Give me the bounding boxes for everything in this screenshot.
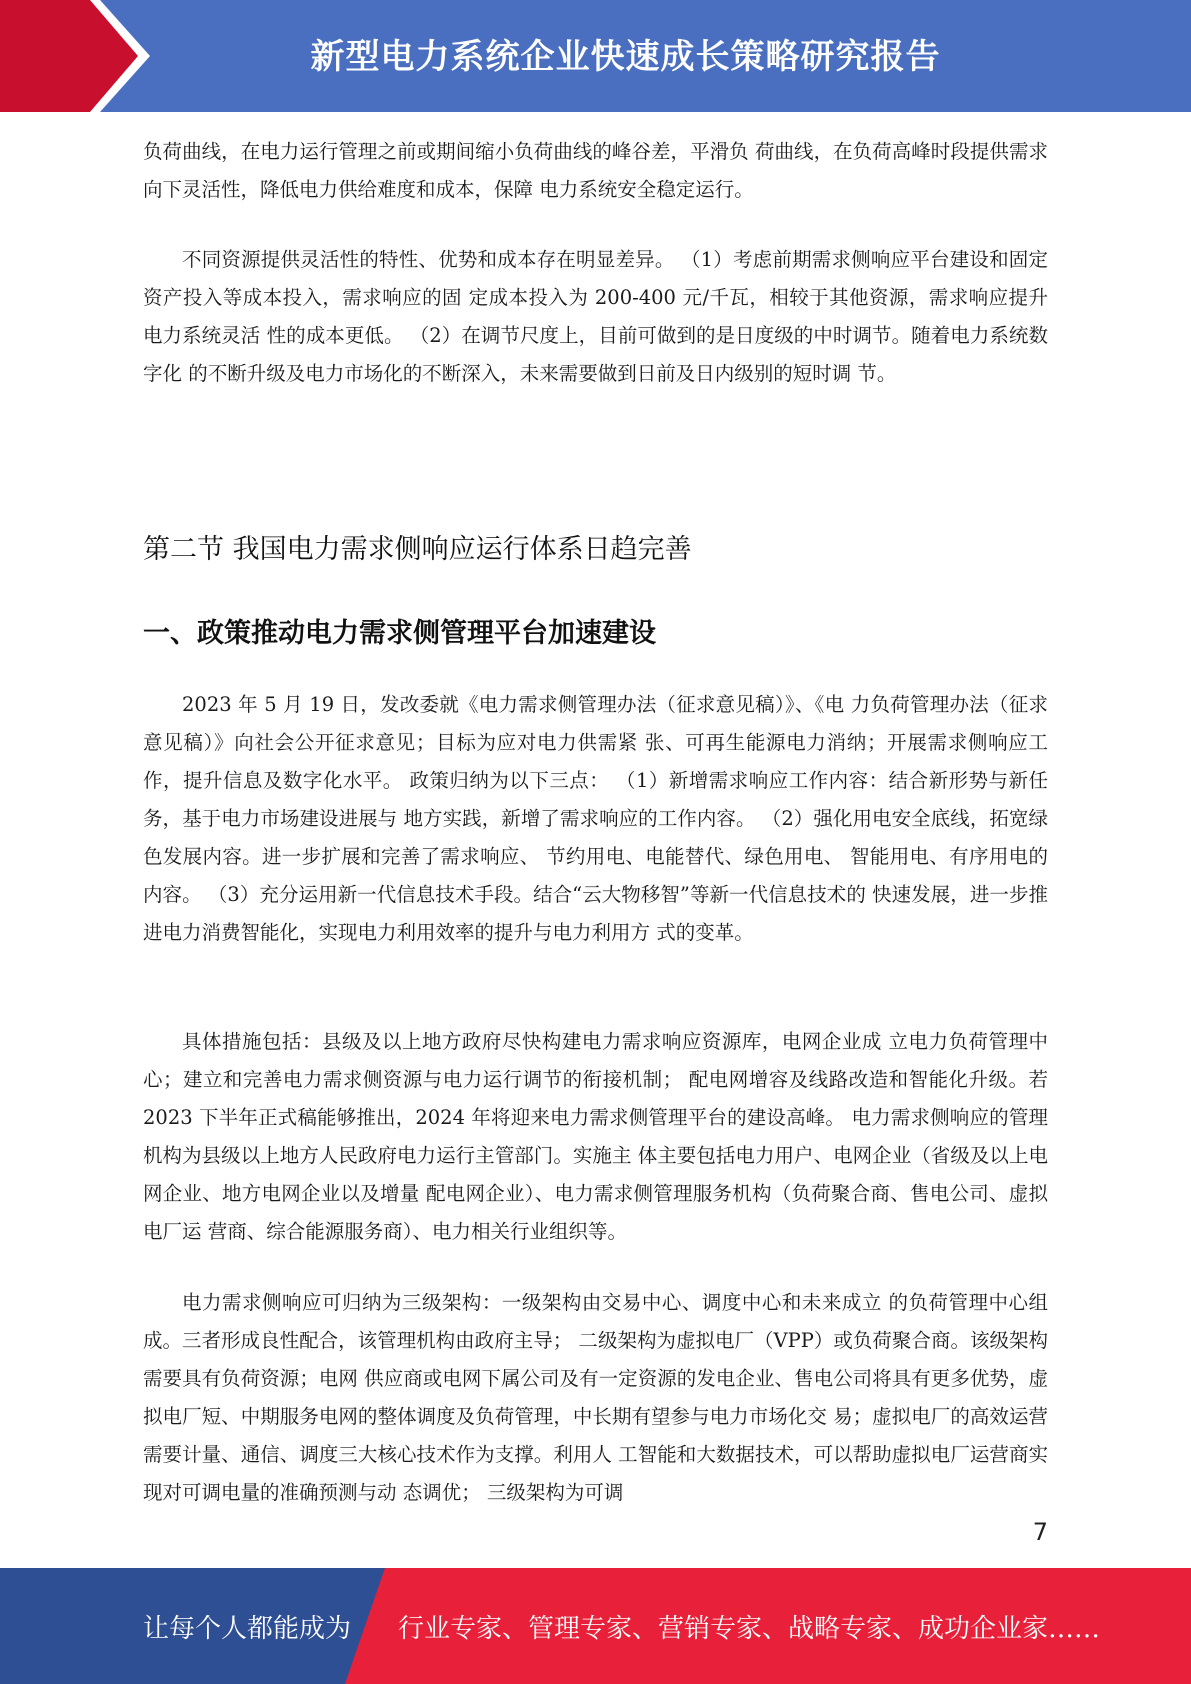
paragraph-4-block	[143, 1023, 1048, 1251]
page-number: 7	[1032, 1518, 1048, 1546]
paragraph-3: 2023 年 5 月 19 日，发改委就《电力需求侧管理办法（征求意见稿）》、《电 力负荷管理办法（征求意见稿）》向社会公开征求意见；目标为应对电力供需紧 张、可再生能源电力消纳；开展需求侧响应工作，提升信息及数字化水平。 政策归纳为以下三点： （1）新增需求响应工作内容：结合新形势与新任务，基于电力市场建设进展与 地方实践，新增了需求响应的工作内容。 （2）强化用电安全底线，拓宽绿色发展内容。进一步扩展和完善了需求响应、 节约用电、电能替代、绿色用电、 智能用电、有序用电的内容。 （3）充分运用新一代信息技术手段。结合“云大物移智”等新一代信息技术的 快速发展，进一步推进电力消费智能化，实现电力利用效率的提升与电力利用方 式的变革。	[143, 693, 1048, 944]
report-title: 新型电力系统企业快速成长策略研究报告	[310, 36, 941, 77]
footer-slogan-right: 行业专家、管理专家、营销专家、战略专家、成功企业家……	[398, 1613, 1101, 1644]
paragraph-5-block	[143, 1284, 1048, 1512]
subsection-title: 一、政策推动电力需求侧管理平台加速建设	[143, 618, 656, 649]
paragraph-3-block	[143, 686, 1048, 952]
section-title: 第二节 我国电力需求侧响应运行体系日趋完善	[143, 534, 692, 565]
paragraph-2: 不同资源提供灵活性的特性、优势和成本存在明显差异。 （1）考虑前期需求侧响应平台建设和固定资产投入等成本投入，需求响应的固 定成本投入为 200-400 元/千瓦，相较于其他资源，需求响应提升电力系统灵活 性的成本更低。 （2）在调节尺度上，目前可做到的是日度级的中时调节。随着电力系统数字化 的不断升级及电力市场化的不断深入，未来需要做到日前及日内级别的短时调 节。	[143, 248, 1048, 385]
subsection-heading-block	[143, 611, 1048, 650]
paragraph-2-block	[143, 241, 1048, 393]
section-heading-block	[143, 527, 1048, 566]
paragraph-4: 具体措施包括：县级及以上地方政府尽快构建电力需求响应资源库，电网企业成 立电力负荷管理中心；建立和完善电力需求侧资源与电力运行调节的衔接机制； 配电网增容及线路改造和智能化升级。若 2023 下半年正式稿能够推出，2024 年将迎来电力需求侧管理平台的建设高峰。 电力需求侧响应的管理机构为县级以上地方人民政府电力运行主管部门。实施主 体主要包括电力用户、电网企业（省级及以上电网企业、地方电网企业以及增量 配电网企业）、电力需求侧管理服务机构（负荷聚合商、售电公司、虚拟电厂运 营商、综合能源服务商）、电力相关行业组织等。	[143, 1030, 1048, 1243]
footer-band	[0, 1568, 1191, 1684]
chevron-arrow-icon	[0, 0, 160, 112]
paragraph-1: 负荷曲线，在电力运行管理之前或期间缩小负荷曲线的峰谷差，平滑负 荷曲线，在负荷高峰时段提供需求向下灵活性，降低电力供给难度和成本，保障 电力系统安全稳定运行。	[143, 140, 1048, 201]
paragraph-1-block	[143, 133, 1048, 209]
paragraph-5: 电力需求侧响应可归纳为三级架构：一级架构由交易中心、调度中心和未来成立 的负荷管理中心组成。三者形成良性配合，该管理机构由政府主导； 二级架构为虚拟电厂（VPP）或负荷聚合商。该级架构需要具有负荷资源；电网 供应商或电网下属公司及有一定资源的发电企业、售电公司将具有更多优势，虚 拟电厂短、中期服务电网的整体调度及负荷管理，中长期有望参与电力市场化交 易；虚拟电厂的高效运营需要计量、通信、调度三大核心技术作为支撑。利用人 工智能和大数据技术，可以帮助虚拟电厂运营商实现对可调电量的准确预测与动 态调优； 三级架构为可调	[143, 1291, 1048, 1504]
header-band	[0, 0, 1191, 112]
footer-slogan-left: 让每个人都能成为	[143, 1613, 352, 1644]
